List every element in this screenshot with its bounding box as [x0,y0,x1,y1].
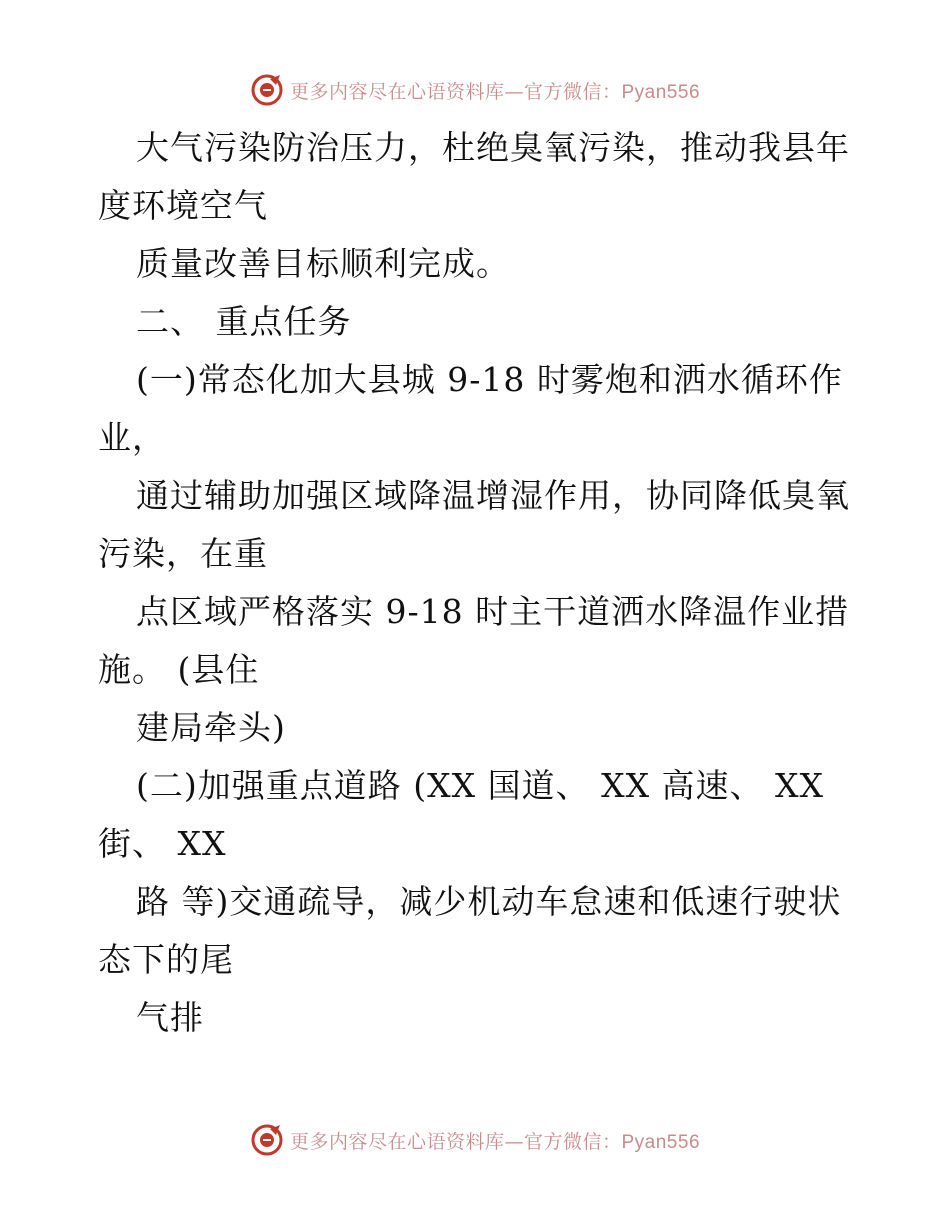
text-line: 通过辅助加强区域降温增湿作用，协同降低臭氧 [136,476,850,515]
section-heading: 二、 重点任务 [136,302,352,341]
text-line: 街、 XX [98,824,227,863]
brand-logo-icon [250,1123,284,1157]
footer-watermark [0,1122,950,1158]
header-watermark [0,72,950,108]
text-line: 气排 [136,998,204,1037]
text-line: 施。 (县住 [98,650,260,689]
text-line: 大气污染防治压力，杜绝臭氧污染，推动我县年 [136,128,850,167]
text-line: 路 等)交通疏导，减少机动车怠速和低速行驶状 [136,882,842,921]
text-line: (二)加强重点道路 (XX 国道、 XX 高速、 XX [136,766,825,805]
text-line: 业， [98,418,166,457]
text-line: 建局牵头) [136,708,286,747]
text-line: 点区域严格落实 9-18 时主干道洒水降温作业措 [136,592,850,631]
text-line: (一)常态化加大县城 9-18 时雾炮和洒水循环作 [136,360,843,399]
text-line: 态下的尾 [98,940,234,979]
watermark-text: 更多内容尽在心语资料库—官方微信：Pyan556 [289,1130,701,1153]
watermark-text: 更多内容尽在心语资料库—官方微信：Pyan556 [289,80,701,103]
text-line: 度环境空气 [98,186,268,225]
text-line: 污染，在重 [98,534,268,573]
text-line: 质量改善目标顺利完成。 [136,244,510,283]
brand-logo-icon [250,73,284,107]
